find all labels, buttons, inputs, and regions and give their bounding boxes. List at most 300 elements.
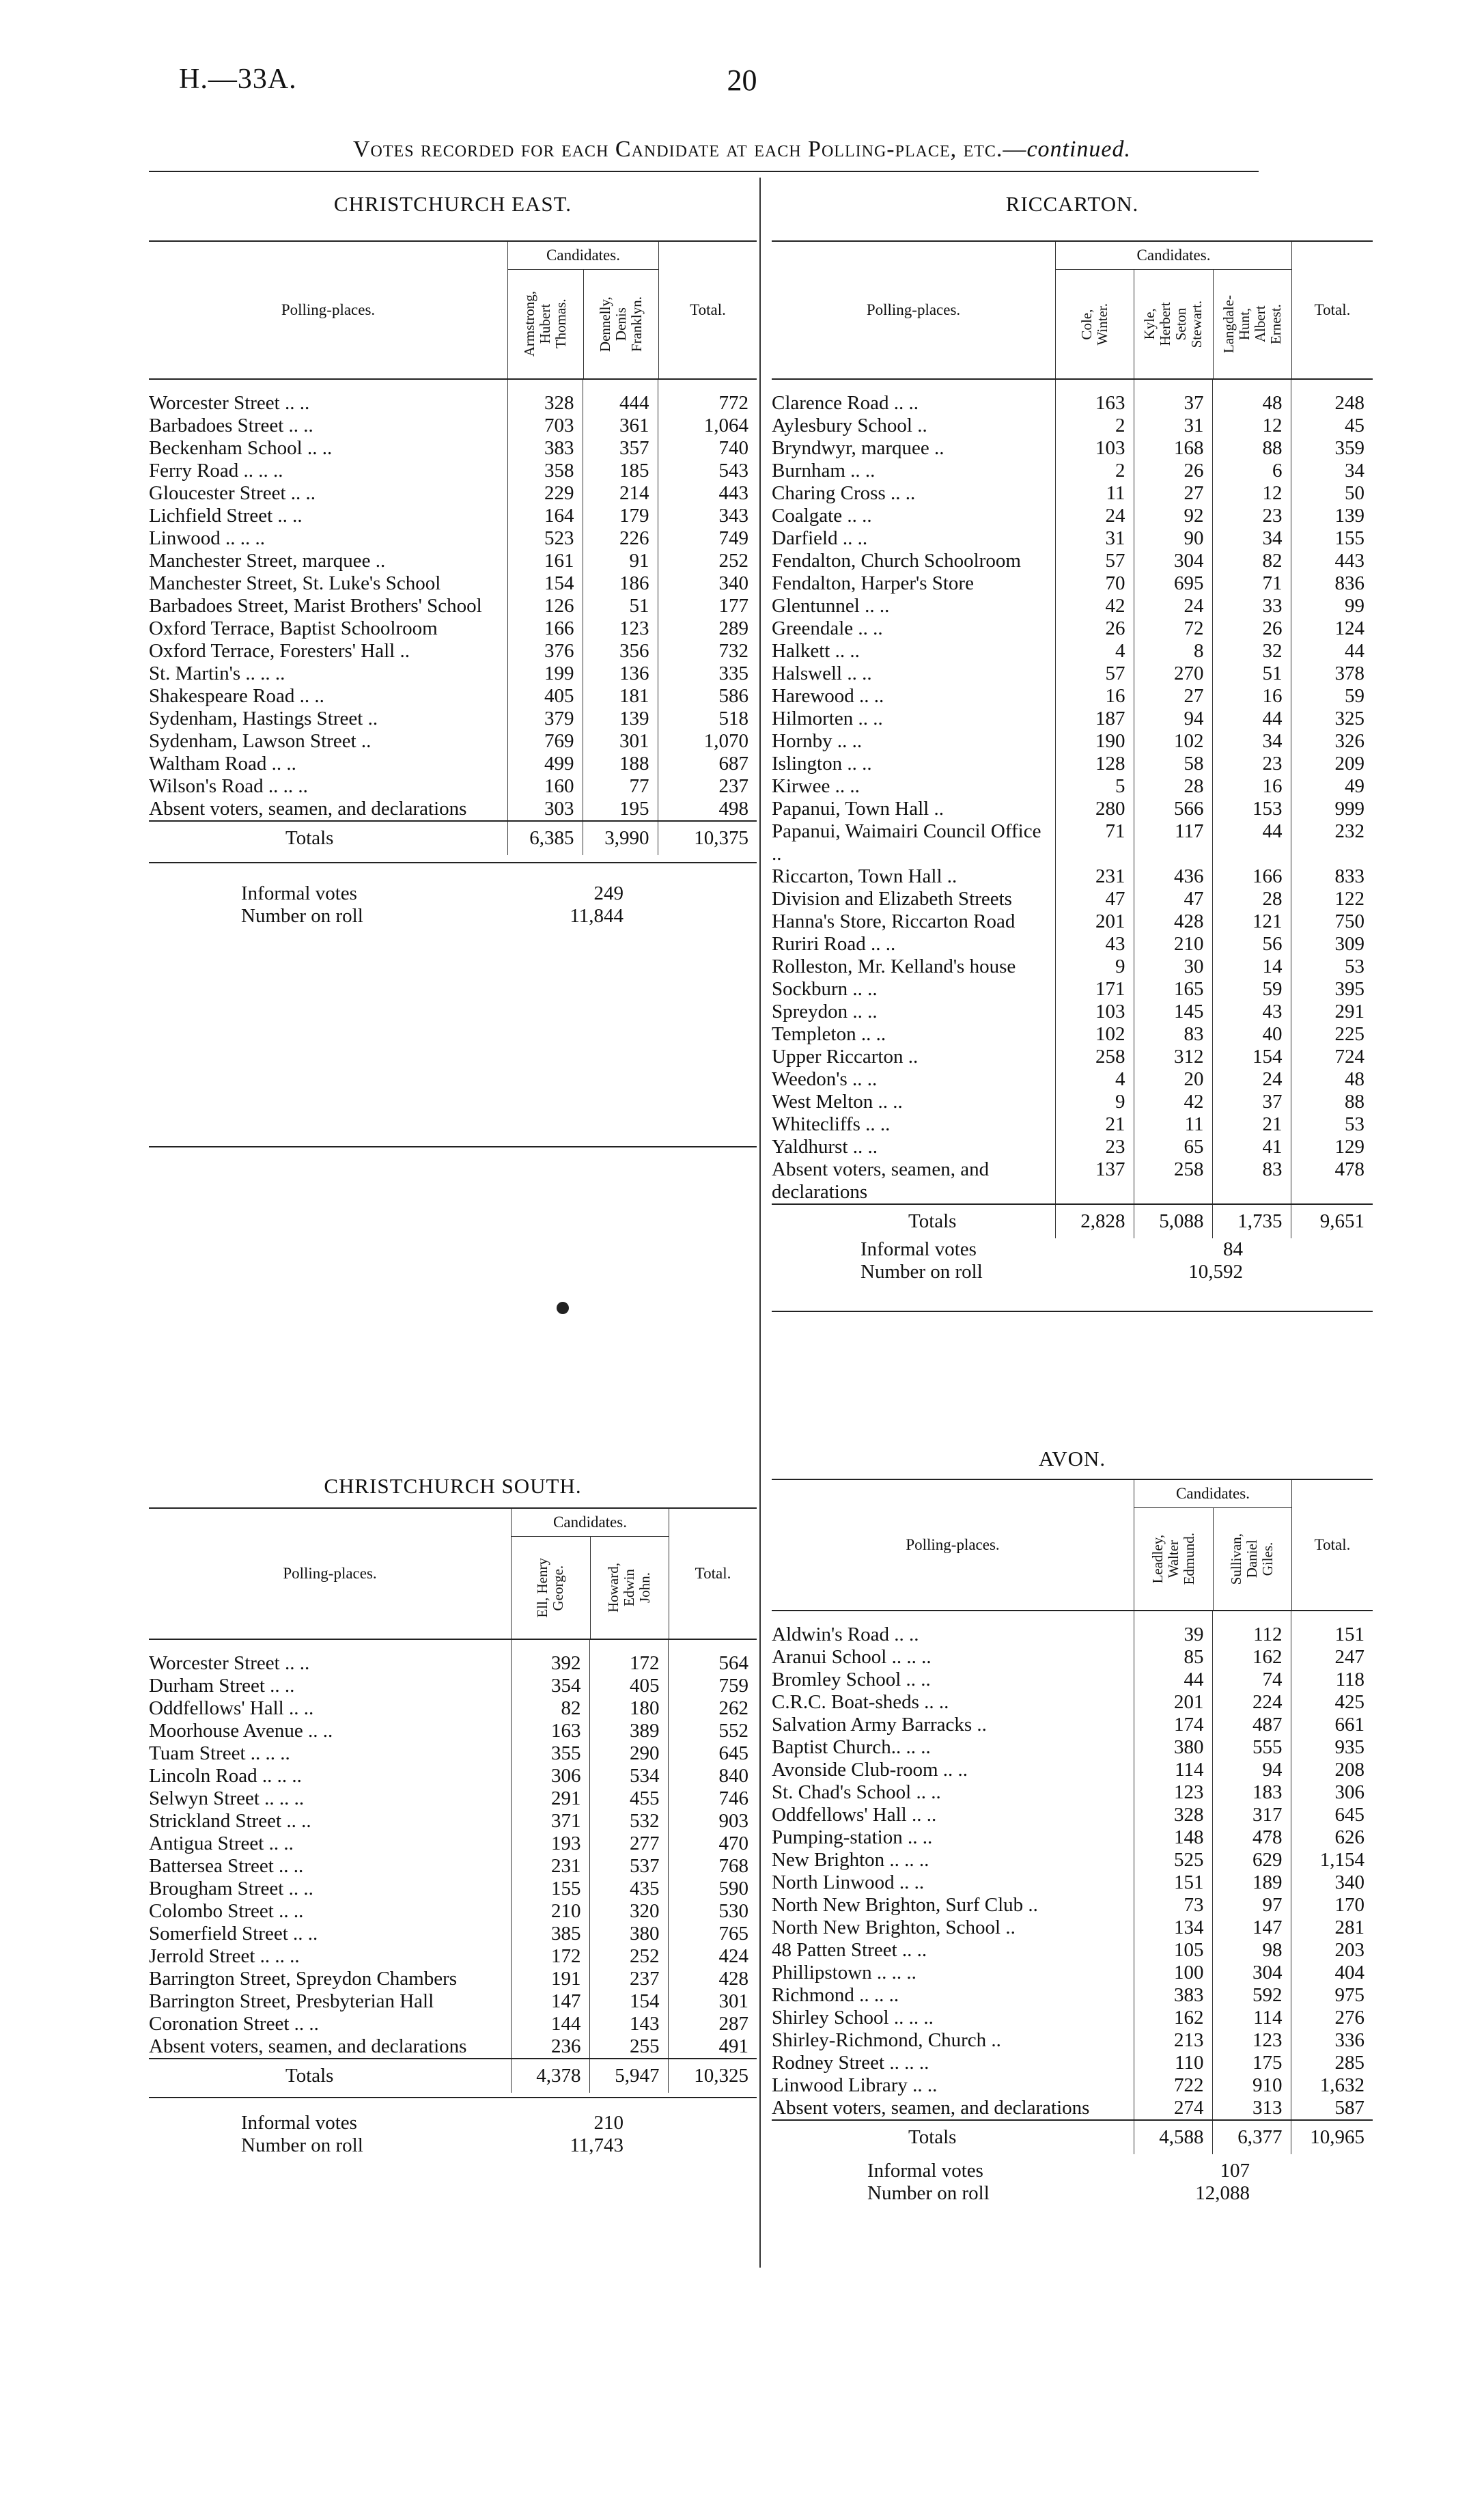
- title-rule: [149, 171, 1259, 172]
- candidate-votes: 151: [1134, 1871, 1212, 1894]
- candidate-votes: 136: [583, 663, 658, 685]
- polling-places-header: Polling-places.: [906, 1536, 1000, 1553]
- table-row: [149, 1900, 757, 1923]
- roll-label: Number on roll: [241, 2134, 363, 2156]
- grand-total: 10,965: [1291, 2120, 1373, 2154]
- row-total: 491: [668, 2035, 757, 2059]
- candidate-name: Leadley, Walter Edmund.: [1149, 1533, 1197, 1585]
- polling-place: Islington .. ..: [772, 753, 872, 775]
- candidate-votes: 31: [1134, 415, 1212, 437]
- candidate-votes: 175: [1212, 2052, 1291, 2074]
- polling-place: Whitecliffs .. ..: [772, 1113, 891, 1135]
- table-row: [149, 1878, 757, 1900]
- candidates-header: [1055, 242, 1291, 378]
- candidate-votes: 16: [1212, 685, 1291, 708]
- table-row: [149, 1720, 757, 1742]
- totals-row: [772, 1204, 1373, 1238]
- candidate-votes: 389: [589, 1720, 668, 1742]
- candidate-votes: 147: [1212, 1917, 1291, 1939]
- table-row: [772, 595, 1373, 617]
- candidate-votes: 328: [1134, 1804, 1212, 1826]
- table-row: [772, 572, 1373, 595]
- row-total: 749: [658, 527, 757, 550]
- candidate-name: Ell, Henry George.: [534, 1557, 567, 1618]
- table-row: [772, 933, 1373, 956]
- candidate-votes: 199: [507, 663, 583, 685]
- table-row: [149, 1652, 757, 1675]
- candidate-votes: 189: [1212, 1871, 1291, 1894]
- table-row: [149, 1833, 757, 1855]
- candidate-votes: 153: [1212, 798, 1291, 820]
- polling-place: Waltham Road .. ..: [149, 753, 296, 775]
- row-total: 750: [1291, 910, 1373, 933]
- candidate-votes: 23: [1212, 753, 1291, 775]
- candidate-name: Dennelly, Denis Franklyn.: [596, 296, 645, 352]
- table-row: [772, 1894, 1373, 1917]
- section-christchurch-east: [149, 190, 757, 1147]
- table-row: [149, 527, 757, 550]
- row-total: 262: [668, 1697, 757, 1720]
- candidate-votes: 164: [507, 505, 583, 527]
- row-total: 343: [658, 505, 757, 527]
- row-total: 301: [668, 1990, 757, 2013]
- table-row: [149, 2013, 757, 2035]
- number-on-roll: 11,844: [570, 905, 624, 927]
- candidate-votes: 304: [1134, 550, 1212, 572]
- table-header: [149, 1509, 757, 1640]
- candidate-votes: 270: [1134, 663, 1212, 685]
- table-header: [772, 242, 1373, 380]
- table-row: [772, 910, 1373, 933]
- title-suffix: continued.: [1026, 137, 1132, 162]
- polling-place: Battersea Street .. ..: [149, 1855, 304, 1877]
- number-on-roll: 12,088: [1195, 2182, 1250, 2204]
- candidate-votes: 435: [589, 1878, 668, 1900]
- row-total: 424: [668, 1945, 757, 1968]
- section-riccarton: [772, 190, 1373, 1312]
- candidate-votes: 102: [1055, 1023, 1134, 1046]
- candidate-total: 2,828: [1055, 1204, 1134, 1238]
- polling-place: West Melton .. ..: [772, 1091, 903, 1113]
- row-total: 326: [1291, 730, 1373, 753]
- polling-place: Hornby .. ..: [772, 730, 863, 752]
- polling-place: Kirwee .. ..: [772, 775, 860, 797]
- candidate-votes: 144: [511, 2013, 589, 2035]
- table-row: [772, 617, 1373, 640]
- candidate-votes: 4: [1055, 640, 1134, 663]
- candidate-votes: 592: [1212, 1984, 1291, 2007]
- polling-place: Tuam Street .. .. ..: [149, 1742, 290, 1764]
- candidate-votes: 91: [583, 550, 658, 572]
- polling-place: Sydenham, Hastings Street ..: [149, 708, 378, 729]
- candidate-votes: 226: [583, 527, 658, 550]
- candidate-votes: 137: [1055, 1158, 1134, 1204]
- row-total: 208: [1291, 1759, 1373, 1781]
- candidate-votes: 148: [1134, 1826, 1212, 1849]
- table-row: [149, 1697, 757, 1720]
- totals-label: Totals: [772, 1204, 1055, 1238]
- candidate-votes: 94: [1134, 708, 1212, 730]
- polling-place: Absent voters, seamen, and declarations: [149, 2035, 467, 2057]
- polling-place: Richmond .. .. ..: [772, 1984, 899, 2006]
- row-total: 768: [668, 1855, 757, 1878]
- candidate-votes: 20: [1134, 1068, 1212, 1091]
- table-row: [772, 1962, 1373, 1984]
- table-row: [772, 865, 1373, 888]
- polling-place: Coronation Street .. ..: [149, 2013, 319, 2035]
- candidate-votes: 499: [507, 753, 583, 775]
- table-row: [772, 888, 1373, 910]
- table-row: [772, 685, 1373, 708]
- candidate-votes: 320: [589, 1900, 668, 1923]
- table-row: [772, 1646, 1373, 1669]
- polling-place: Lincoln Road .. .. ..: [149, 1765, 302, 1787]
- candidate-votes: 769: [507, 730, 583, 753]
- row-total: 975: [1291, 1984, 1373, 2007]
- candidate-votes: 532: [589, 1810, 668, 1833]
- row-total: 118: [1291, 1669, 1373, 1691]
- candidate-votes: 44: [1212, 820, 1291, 865]
- candidate-votes: 27: [1134, 685, 1212, 708]
- candidate-name: Langdale- Hunt, Albert Ernest.: [1220, 294, 1284, 354]
- polling-place: Manchester Street, marquee ..: [149, 550, 386, 572]
- row-total: 443: [658, 482, 757, 505]
- candidate-votes: 126: [507, 595, 583, 617]
- table-row: [149, 1675, 757, 1697]
- row-total: 1,632: [1291, 2074, 1373, 2097]
- polling-place: Oxford Terrace, Foresters' Hall ..: [149, 640, 410, 662]
- candidate-votes: 566: [1134, 798, 1212, 820]
- candidate-votes: 92: [1134, 505, 1212, 527]
- table-row: [772, 415, 1373, 437]
- polling-place: Absent voters, seamen, and declarations: [149, 798, 467, 820]
- candidate-votes: 354: [511, 1675, 589, 1697]
- candidate-total: 1,735: [1212, 1204, 1291, 1238]
- row-total: 772: [658, 392, 757, 415]
- total-header: Total.: [1291, 242, 1373, 378]
- polling-place: Brougham Street .. ..: [149, 1878, 313, 1899]
- results-table: [772, 1611, 1373, 2154]
- table-row: [772, 730, 1373, 753]
- column-divider: [759, 178, 761, 2268]
- totals-row: [772, 2120, 1373, 2154]
- table-row: [149, 482, 757, 505]
- totals-rule: [149, 862, 757, 863]
- results-table: [149, 1640, 757, 2093]
- table-row: [772, 2052, 1373, 2074]
- table-row: [149, 1810, 757, 1833]
- informal-votes: 107: [1220, 2160, 1250, 2182]
- table-row: [772, 392, 1373, 415]
- table-row: [149, 1923, 757, 1945]
- row-total: 999: [1291, 798, 1373, 820]
- row-total: 378: [1291, 663, 1373, 685]
- table-row: [772, 1871, 1373, 1894]
- candidate-votes: 428: [1134, 910, 1212, 933]
- polling-place: Upper Riccarton ..: [772, 1046, 919, 1068]
- candidate-votes: 23: [1055, 1136, 1134, 1158]
- candidate-votes: 117: [1134, 820, 1212, 865]
- candidate-votes: 361: [583, 415, 658, 437]
- row-total: 306: [1291, 1781, 1373, 1804]
- candidate-votes: 88: [1212, 437, 1291, 460]
- polling-place: Bromley School .. ..: [772, 1669, 931, 1690]
- polling-place: Gloucester Street .. ..: [149, 482, 316, 504]
- row-total: 340: [658, 572, 757, 595]
- candidate-votes: 27: [1134, 482, 1212, 505]
- polling-place: Worcester Street .. ..: [149, 1652, 310, 1674]
- polling-place: Clarence Road .. ..: [772, 392, 919, 414]
- candidate-votes: 303: [507, 798, 583, 821]
- totals-rule: [149, 2097, 757, 2098]
- candidate-votes: 629: [1212, 1849, 1291, 1871]
- polling-place: 48 Patten Street .. ..: [772, 1939, 927, 1961]
- page-number: 20: [727, 64, 757, 97]
- number-on-roll: 10,592: [1188, 1261, 1243, 1283]
- candidate-votes: 39: [1134, 1624, 1212, 1646]
- table-row: [772, 1849, 1373, 1871]
- candidate-votes: 40: [1212, 1023, 1291, 1046]
- table-row: [149, 775, 757, 798]
- table-row: [772, 1091, 1373, 1113]
- table-row: [149, 617, 757, 640]
- candidate-votes: 555: [1212, 1736, 1291, 1759]
- candidate-votes: 6: [1212, 460, 1291, 482]
- table-row: [772, 1736, 1373, 1759]
- results-table: [149, 380, 757, 855]
- polling-place: Barrington Street, Spreydon Chambers: [149, 1968, 458, 1990]
- total-header: Total.: [669, 1509, 757, 1639]
- candidate-votes: 12: [1212, 482, 1291, 505]
- informal-votes: 84: [1223, 1238, 1243, 1260]
- candidate-votes: 183: [1212, 1781, 1291, 1804]
- candidate-votes: 181: [583, 685, 658, 708]
- candidate-votes: 168: [1134, 437, 1212, 460]
- table-row: [149, 437, 757, 460]
- page-header: [0, 63, 1484, 104]
- polling-place: Darfield .. ..: [772, 527, 868, 549]
- candidate-votes: 59: [1212, 978, 1291, 1001]
- polling-place: Absent voters, seamen, and declarations: [772, 1158, 990, 1203]
- ink-dot: [557, 1302, 569, 1314]
- polling-place: Greendale .. ..: [772, 617, 883, 639]
- polling-place: Aylesbury School ..: [772, 415, 927, 436]
- candidate-votes: 26: [1134, 460, 1212, 482]
- table-row: [772, 1781, 1373, 1804]
- table-row: [149, 730, 757, 753]
- candidate-votes: 82: [511, 1697, 589, 1720]
- table-row: [772, 663, 1373, 685]
- candidate-votes: 21: [1055, 1113, 1134, 1136]
- table-row: [772, 820, 1373, 865]
- candidate-votes: 103: [1055, 1001, 1134, 1023]
- polling-place: Jerrold Street .. .. ..: [149, 1945, 300, 1967]
- table-row: [772, 1759, 1373, 1781]
- table-row: [149, 550, 757, 572]
- polling-place: Riccarton, Town Hall ..: [772, 865, 957, 887]
- candidate-votes: 160: [507, 775, 583, 798]
- candidate-votes: 26: [1055, 617, 1134, 640]
- candidate-votes: 47: [1055, 888, 1134, 910]
- row-total: 99: [1291, 595, 1373, 617]
- row-total: 232: [1291, 820, 1373, 865]
- table-row: [772, 1804, 1373, 1826]
- polling-place: Rodney Street .. .. ..: [772, 2052, 929, 2074]
- candidate-votes: 161: [507, 550, 583, 572]
- row-total: 151: [1291, 1624, 1373, 1646]
- totals-row: [149, 821, 757, 855]
- summary: [149, 2112, 624, 2157]
- table-row: [772, 640, 1373, 663]
- table-row: [772, 753, 1373, 775]
- row-total: 552: [668, 1720, 757, 1742]
- candidate-votes: 274: [1134, 2097, 1212, 2120]
- candidate-votes: 85: [1134, 1646, 1212, 1669]
- candidate-votes: 23: [1212, 505, 1291, 527]
- candidate-votes: 312: [1134, 1046, 1212, 1068]
- candidate-votes: 180: [589, 1697, 668, 1720]
- section-end-rule: [149, 1146, 757, 1147]
- polling-place: Barbadoes Street, Marist Brothers' School: [149, 595, 482, 617]
- table-row: [772, 505, 1373, 527]
- table-row: [149, 1945, 757, 1968]
- polling-place: Spreydon .. ..: [772, 1001, 878, 1022]
- candidate-votes: 32: [1212, 640, 1291, 663]
- row-total: 478: [1291, 1158, 1373, 1204]
- row-total: 564: [668, 1652, 757, 1675]
- candidate-votes: 236: [511, 2035, 589, 2059]
- candidate-votes: 74: [1212, 1669, 1291, 1691]
- polling-place: Sockburn .. ..: [772, 978, 878, 1000]
- section-avon: [772, 1445, 1373, 2205]
- candidate-votes: 455: [589, 1787, 668, 1810]
- table-row: [149, 505, 757, 527]
- candidate-votes: 172: [511, 1945, 589, 1968]
- table-row: [772, 1113, 1373, 1136]
- candidates-header: [1134, 1480, 1291, 1610]
- polling-place: Wilson's Road .. .. ..: [149, 775, 308, 797]
- row-total: 724: [1291, 1046, 1373, 1068]
- table-row: [772, 978, 1373, 1001]
- candidate-votes: 134: [1134, 1917, 1212, 1939]
- table-row: [772, 2074, 1373, 2097]
- table-row: [772, 2029, 1373, 2052]
- candidate-votes: 14: [1212, 956, 1291, 978]
- candidate-votes: 139: [583, 708, 658, 730]
- table-row: [772, 1714, 1373, 1736]
- candidate-votes: 385: [511, 1923, 589, 1945]
- row-total: 48: [1291, 1068, 1373, 1091]
- roll-label: Number on roll: [867, 2182, 990, 2204]
- candidate-votes: 2: [1055, 415, 1134, 437]
- candidate-votes: 2: [1055, 460, 1134, 482]
- candidate-votes: 28: [1212, 888, 1291, 910]
- candidate-votes: 166: [507, 617, 583, 640]
- candidate-votes: 47: [1134, 888, 1212, 910]
- polling-place: North New Brighton, School ..: [772, 1917, 1016, 1938]
- candidate-votes: 123: [583, 617, 658, 640]
- row-total: 129: [1291, 1136, 1373, 1158]
- candidate-votes: 114: [1212, 2007, 1291, 2029]
- table-row: [772, 1068, 1373, 1091]
- row-total: 155: [1291, 527, 1373, 550]
- candidate-votes: 195: [583, 798, 658, 821]
- row-total: 740: [658, 437, 757, 460]
- candidate-votes: 356: [583, 640, 658, 663]
- candidate-votes: 72: [1134, 617, 1212, 640]
- polling-place: Shakespeare Road .. ..: [149, 685, 324, 707]
- row-total: 247: [1291, 1646, 1373, 1669]
- informal-votes: 210: [593, 2112, 624, 2134]
- candidate-votes: 33: [1212, 595, 1291, 617]
- polling-place: Absent voters, seamen, and declarations: [772, 2097, 1090, 2119]
- candidate-votes: 30: [1134, 956, 1212, 978]
- candidate-votes: 9: [1055, 1091, 1134, 1113]
- row-total: 1,070: [658, 730, 757, 753]
- polling-place: Moorhouse Avenue .. ..: [149, 1720, 333, 1742]
- candidate-votes: 155: [511, 1878, 589, 1900]
- candidate-votes: 201: [1134, 1691, 1212, 1714]
- polling-place: Papanui, Town Hall ..: [772, 798, 944, 820]
- informal-label: Informal votes: [241, 2112, 357, 2134]
- totals-label: Totals: [772, 2120, 1134, 2154]
- candidate-name: Armstrong, Hubert Thomas.: [521, 291, 570, 357]
- candidate-votes: 280: [1055, 798, 1134, 820]
- candidate-votes: 371: [511, 1810, 589, 1833]
- row-total: 237: [658, 775, 757, 798]
- candidate-votes: 185: [583, 460, 658, 482]
- candidate-votes: 376: [507, 640, 583, 663]
- row-total: 645: [668, 1742, 757, 1765]
- row-total: 291: [1291, 1001, 1373, 1023]
- row-total: 443: [1291, 550, 1373, 572]
- row-total: 765: [668, 1923, 757, 1945]
- candidate-votes: 291: [511, 1787, 589, 1810]
- row-total: 732: [658, 640, 757, 663]
- table-row: [149, 640, 757, 663]
- table-row: [772, 1046, 1373, 1068]
- candidate-votes: 71: [1212, 572, 1291, 595]
- candidate-votes: 5: [1055, 775, 1134, 798]
- row-total: 1,064: [658, 415, 757, 437]
- roll-label: Number on roll: [241, 905, 363, 927]
- polling-place: Barbadoes Street .. ..: [149, 415, 313, 436]
- candidate-votes: 186: [583, 572, 658, 595]
- candidates-label: Candidates.: [1134, 1480, 1291, 1508]
- table-row: [772, 1136, 1373, 1158]
- polling-place: New Brighton .. .. ..: [772, 1849, 929, 1871]
- row-total: 53: [1291, 956, 1373, 978]
- row-total: 325: [1291, 708, 1373, 730]
- row-total: 124: [1291, 617, 1373, 640]
- candidate-votes: 478: [1212, 1826, 1291, 1849]
- polling-place: Aldwin's Road .. ..: [772, 1624, 919, 1645]
- candidate-name: Cole, Winter.: [1078, 303, 1111, 346]
- candidate-votes: 193: [511, 1833, 589, 1855]
- candidate-votes: 162: [1134, 2007, 1212, 2029]
- candidate-votes: 11: [1134, 1113, 1212, 1136]
- candidate-votes: 102: [1134, 730, 1212, 753]
- row-total: 935: [1291, 1736, 1373, 1759]
- candidate-total: 4,378: [511, 2059, 589, 2093]
- polling-place: Coalgate .. ..: [772, 505, 872, 527]
- row-total: 425: [1291, 1691, 1373, 1714]
- candidate-votes: 100: [1134, 1962, 1212, 1984]
- candidate-total: 5,947: [589, 2059, 668, 2093]
- polling-place: Oddfellows' Hall .. ..: [149, 1697, 314, 1719]
- candidate-votes: 34: [1212, 527, 1291, 550]
- candidate-votes: 97: [1212, 1894, 1291, 1917]
